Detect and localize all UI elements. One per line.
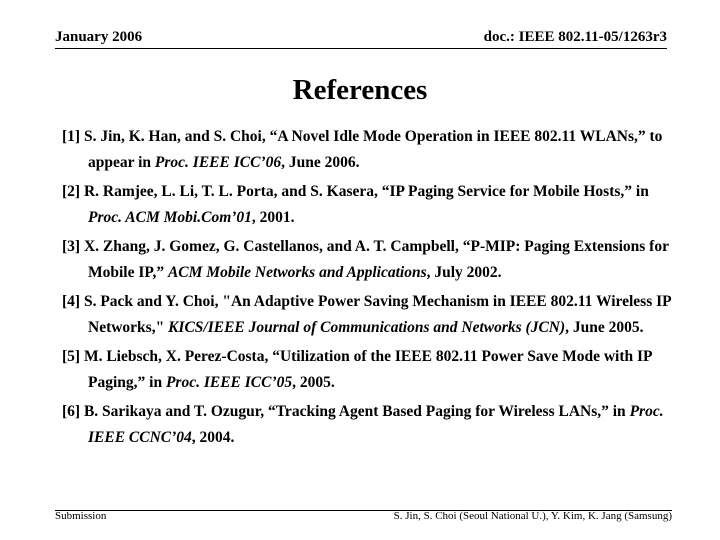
reference-list <box>62 124 682 454</box>
reference-venue: Proc. ACM Mobi.Com’01 <box>88 209 252 226</box>
reference-venue: Proc. IEEE ICC’06 <box>154 154 282 171</box>
reference-date: , June 2006. <box>281 154 360 171</box>
footer-submission: Submission <box>55 510 107 522</box>
reference-date: , 2001. <box>251 209 295 226</box>
reference-text: [3] X. Zhang, J. Gomez, G. Castellanos, and A. T. Campbell, “P-MIP: Paging Extensions for Mobile IP,” <box>62 238 669 281</box>
header-date: January 2006 <box>55 29 143 45</box>
reference-text: [2] R. Ramjee, L. Li, T. L. Porta, and S. Kasera, “IP Paging Service for Mobile Hosts,” in <box>62 183 649 200</box>
reference-item <box>62 399 682 451</box>
footer-authors: S. Jin, S. Choi (Seoul National U.), Y. Kim, K. Jang (Samsung) <box>393 510 672 522</box>
reference-venue: KICS/IEEE Journal of Communications and Networks (JCN) <box>168 319 566 336</box>
reference-text: [6] B. Sarikaya and T. Ozugur, “Tracking Agent Based Paging for Wireless LANs,” in <box>62 403 630 420</box>
reference-venue: ACM Mobile Networks and Applications <box>167 264 427 281</box>
reference-text: [5] M. Liebsch, X. Perez-Costa, “Utilization of the IEEE 802.11 Power Save Mode with IP Paging,” in <box>62 348 652 391</box>
reference-date: , June 2005. <box>565 319 644 336</box>
reference-text: [1] S. Jin, K. Han, and S. Choi, “A Novel Idle Mode Operation in IEEE 802.11 WLANs,” to appear in <box>62 128 663 171</box>
reference-item <box>62 289 682 341</box>
reference-date: , 2004. <box>191 429 235 446</box>
header-divider <box>55 48 667 49</box>
reference-item <box>62 124 682 176</box>
reference-item <box>62 179 682 231</box>
reference-item <box>62 344 682 396</box>
header-doc-id: doc.: IEEE 802.11-05/1263r3 <box>483 29 667 45</box>
page-title: References <box>292 74 428 106</box>
reference-date: , July 2002. <box>426 264 502 281</box>
reference-venue: Proc. IEEE ICC’05 <box>165 374 293 391</box>
reference-item <box>62 234 682 286</box>
reference-venue: Proc. IEEE CCNC’04 <box>88 403 664 446</box>
reference-date: , 2005. <box>292 374 335 391</box>
reference-text: [4] S. Pack and Y. Choi, "An Adaptive Power Saving Mechanism in IEEE 802.11 Wireless IP Networks," <box>62 293 671 336</box>
